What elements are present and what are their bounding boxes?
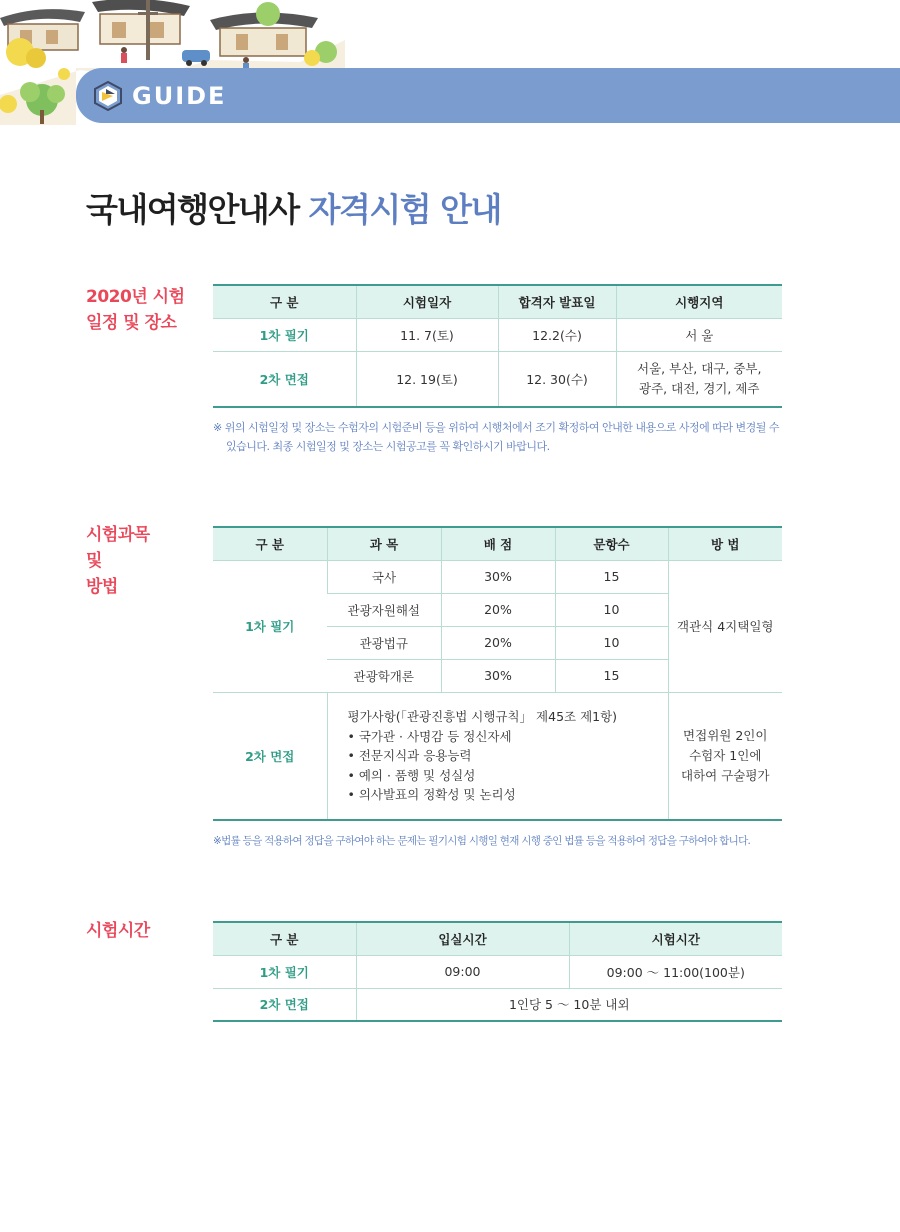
method-line: 대하여 구술평가 bbox=[681, 767, 770, 783]
eval-title: 평가사항(「관광진흥법 시행규칙」 제45조 제1항) bbox=[347, 709, 618, 724]
region-line: 서울, 부산, 대구, 중부, bbox=[637, 360, 762, 376]
score: 30% bbox=[441, 560, 555, 593]
result-date: 12. 30(수) bbox=[498, 351, 616, 407]
schedule-section-label: 2020년 시험일정 및 장소 bbox=[86, 287, 185, 333]
row-type: 2차 면접 bbox=[213, 351, 356, 407]
subject: 관광학개론 bbox=[327, 659, 441, 692]
subject: 국사 bbox=[327, 560, 441, 593]
row-type: 2차 면접 bbox=[213, 988, 356, 1021]
times-section-label: 시험시간 bbox=[86, 921, 150, 941]
table-header-row bbox=[213, 285, 782, 318]
column-header: 배 점 bbox=[441, 527, 555, 560]
eval-item: • 전문지식과 응용능력 bbox=[347, 748, 472, 763]
column-header: 구 분 bbox=[213, 527, 327, 560]
label-line: 및 bbox=[86, 551, 102, 571]
column-header: 과 목 bbox=[327, 527, 441, 560]
score: 30% bbox=[441, 659, 555, 692]
eval-item: • 의사발표의 정확성 및 논리성 bbox=[347, 787, 516, 802]
question-count: 10 bbox=[555, 626, 668, 659]
guide-banner bbox=[76, 68, 900, 123]
region: 서 울 bbox=[616, 318, 782, 351]
subjects-section-label bbox=[86, 522, 150, 600]
times-table bbox=[213, 921, 782, 1022]
score: 20% bbox=[441, 626, 555, 659]
schedule-note bbox=[213, 418, 788, 456]
region-line: 광주, 대전, 경기, 제주 bbox=[639, 380, 760, 396]
subject: 관광자원해설 bbox=[327, 593, 441, 626]
schedule-table bbox=[213, 284, 782, 408]
subjects-note: ※법률 등을 적용하여 정답을 구하여야 하는 문제는 필기시험 시행일 현재 시행 중인 법률 등을 적용하여 정답을 구하여야 합니다. bbox=[213, 835, 751, 847]
row-type: 1차 필기 bbox=[213, 318, 356, 351]
exam-time: 09:00 ～ 11:00(100분) bbox=[569, 955, 782, 988]
row-type: 1차 필기 bbox=[213, 955, 356, 988]
page-title bbox=[86, 184, 501, 231]
table-row bbox=[213, 318, 782, 351]
column-header: 방 법 bbox=[668, 527, 782, 560]
hexagon-emblem-icon bbox=[93, 81, 123, 111]
exam-date: 12. 19(토) bbox=[356, 351, 498, 407]
column-header: 시험시간 bbox=[569, 922, 782, 955]
title-main: 국내여행안내사 bbox=[86, 190, 309, 229]
method bbox=[668, 692, 782, 820]
column-header: 시험일자 bbox=[356, 285, 498, 318]
row-type: 2차 면접 bbox=[213, 692, 327, 820]
label-line: 시험과목 bbox=[86, 525, 150, 545]
eval-item: • 국가관 · 사명감 등 정신자세 bbox=[347, 728, 512, 744]
result-date: 12.2(수) bbox=[498, 318, 616, 351]
subjects-table bbox=[213, 526, 782, 821]
column-header: 구 분 bbox=[213, 922, 356, 955]
table-header-row bbox=[213, 527, 782, 560]
column-header: 구 분 bbox=[213, 285, 356, 318]
score: 20% bbox=[441, 593, 555, 626]
region bbox=[616, 351, 782, 407]
label-line: 방법 bbox=[86, 577, 118, 597]
exam-date: 11. 7(토) bbox=[356, 318, 498, 351]
method-line: 수험자 1인에 bbox=[689, 747, 762, 763]
table-row bbox=[213, 692, 782, 820]
question-count: 15 bbox=[555, 560, 668, 593]
method-line: 면접위원 2인이 bbox=[683, 727, 768, 743]
column-header: 합격자 발표일 bbox=[498, 285, 616, 318]
question-count: 15 bbox=[555, 659, 668, 692]
eval-item: • 예의 · 품행 및 성실성 bbox=[347, 767, 476, 783]
method: 객관식 4지택일형 bbox=[668, 560, 782, 692]
table-row bbox=[213, 988, 782, 1021]
table-row bbox=[213, 351, 782, 407]
guide-label: GUIDE bbox=[132, 82, 227, 110]
note-line: 있습니다. 최종 시험일정 및 장소는 시험공고를 꼭 확인하시기 바랍니다. bbox=[226, 440, 550, 453]
subject: 관광법규 bbox=[327, 626, 441, 659]
interview-time: 1인당 5 ～ 10분 내외 bbox=[356, 988, 782, 1021]
question-count: 10 bbox=[555, 593, 668, 626]
entry-time: 09:00 bbox=[356, 955, 569, 988]
table-row bbox=[213, 560, 782, 593]
row-type: 1차 필기 bbox=[213, 560, 327, 692]
table-row bbox=[213, 955, 782, 988]
column-header: 입실시간 bbox=[356, 922, 569, 955]
column-header: 문항수 bbox=[555, 527, 668, 560]
table-header-row bbox=[213, 922, 782, 955]
column-header: 시행지역 bbox=[616, 285, 782, 318]
evaluation-criteria bbox=[327, 692, 668, 820]
note-line: ※ 위의 시험일정 및 장소는 수험자의 시험준비 등을 위하여 시행처에서 조기 확정하여 안내한 내용으로 사정에 따라 변경될 수 bbox=[213, 421, 779, 434]
title-accent: 자격시험 안내 bbox=[308, 190, 501, 229]
